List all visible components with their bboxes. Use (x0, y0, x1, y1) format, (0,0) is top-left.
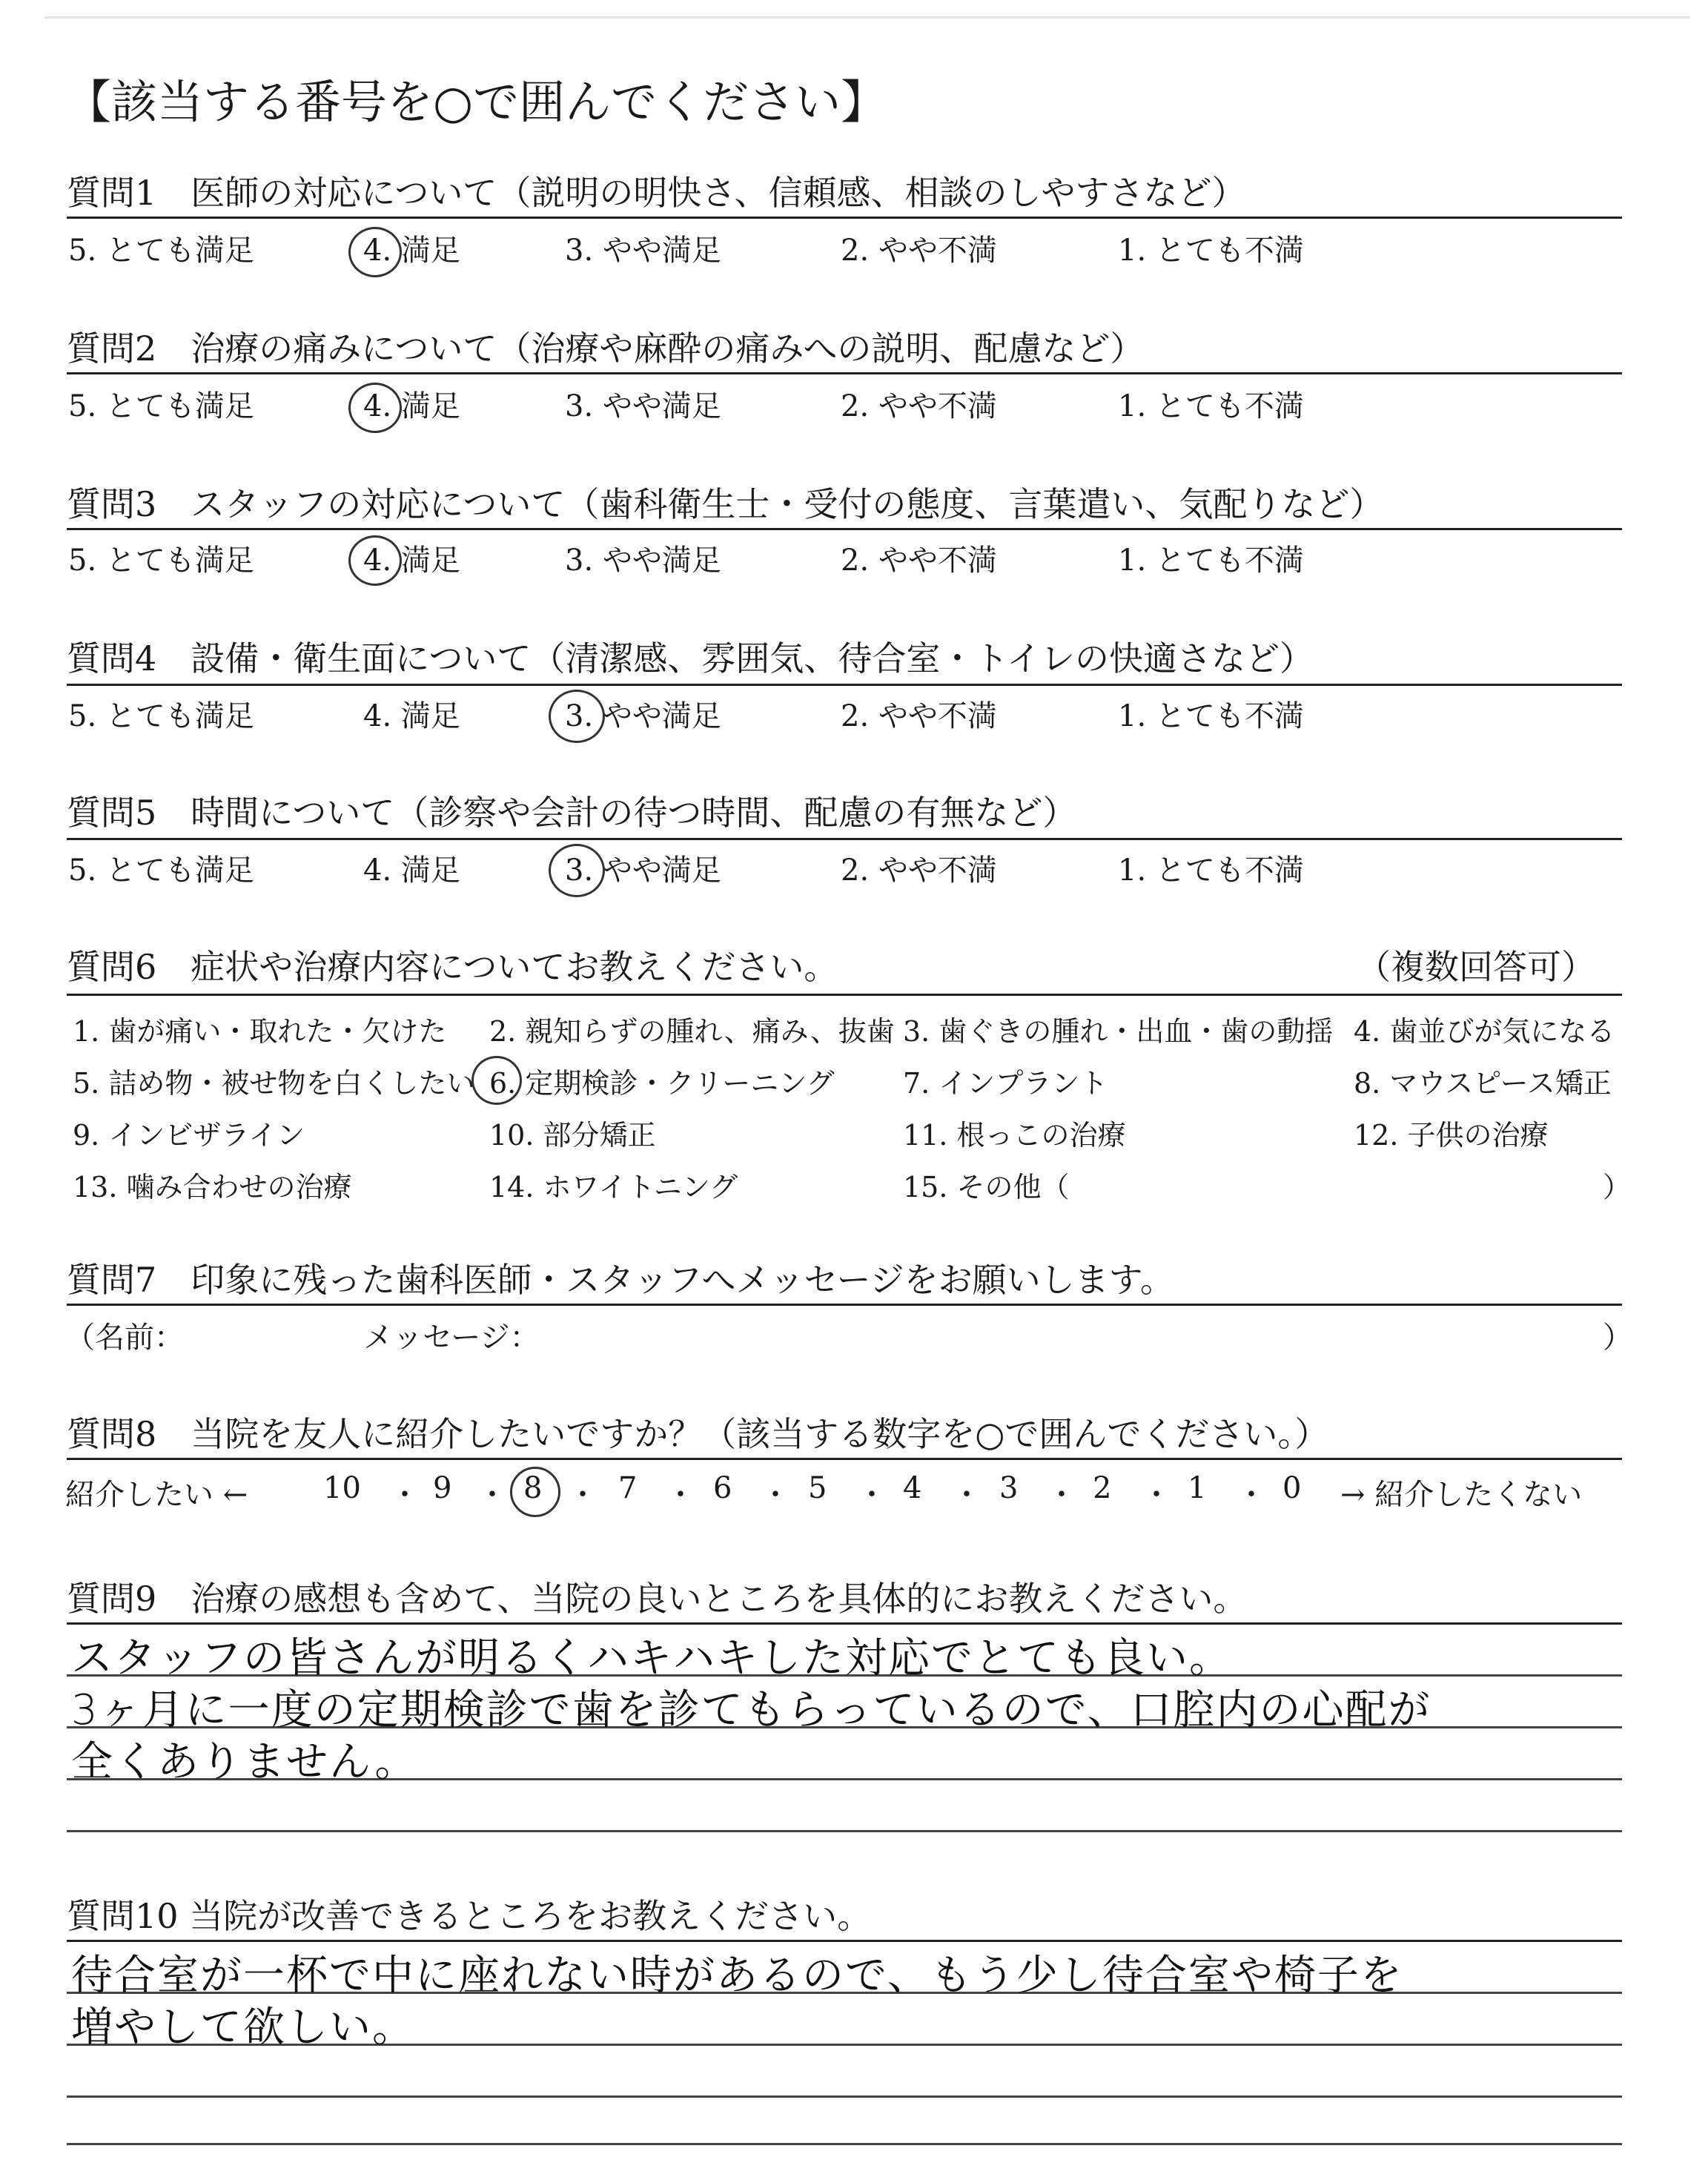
q6-item-4[interactable]: 4. 歯並びが気になる (1354, 1015, 1615, 1048)
q9-rule (67, 1622, 1622, 1625)
q4-option-5[interactable]: 5. とても満足 (68, 699, 254, 733)
q5-selection-circle (549, 844, 605, 897)
q6-item-15[interactable]: 15. その他（ (903, 1171, 1070, 1203)
q1-option-1[interactable]: 1. とても不満 (1118, 234, 1304, 268)
q7-title: 質問7 印象に残った歯科医師・スタッフへメッセージをお願いします。 (67, 1260, 1174, 1300)
q10-answer-line-4 (67, 2143, 1622, 2145)
q9-answer-text: スタッフの皆さんが明るくハキハキした対応でとても良い。 (71, 1634, 1232, 1682)
q10-rule (67, 1940, 1622, 1942)
q7-message-label: メッセージ： (363, 1321, 540, 1355)
q4-option-4[interactable]: 4. 満足 (363, 699, 460, 733)
q2-option-2[interactable]: 2. やや不満 (841, 389, 997, 423)
q6-item-8[interactable]: 8. マウスピース矯正 (1354, 1067, 1612, 1100)
q1-title: 質問1 医師の対応について（説明の明快さ、信頼感、相談のしやすさなど） (67, 173, 1246, 213)
q6-item-9[interactable]: 9. インビザライン (73, 1119, 305, 1152)
q9-answer-text: 全くありません。 (71, 1738, 418, 1786)
q5-rule (67, 838, 1622, 840)
q8-scale-1[interactable]: 1 (1188, 1471, 1207, 1505)
form-header: 【該当する番号を○で囲んでください】 (65, 75, 887, 129)
q2-rule (67, 372, 1622, 374)
q1-rule (67, 217, 1622, 219)
q8-scale-dot: ・ (952, 1478, 982, 1512)
q6-other-close-paren: ） (1603, 1171, 1632, 1203)
q8-scale-dot: ・ (568, 1478, 598, 1512)
q3-option-1[interactable]: 1. とても不満 (1118, 544, 1304, 578)
q3-option-5[interactable]: 5. とても満足 (68, 544, 254, 578)
q4-option-1[interactable]: 1. とても不満 (1118, 699, 1304, 733)
q1-option-3[interactable]: 3. やや満足 (565, 234, 721, 268)
q8-scale-dot: ・ (761, 1478, 790, 1512)
q3-title: 質問3 スタッフの対応について（歯科衛生士・受付の態度、言葉遣い、気配りなど） (67, 484, 1384, 524)
q8-scale-dot: ・ (857, 1478, 887, 1512)
q8-scale-3[interactable]: 3 (999, 1471, 1019, 1505)
q10-answer-line-3 (67, 2095, 1622, 2098)
q8-scale-6[interactable]: 6 (713, 1471, 732, 1505)
q8-scale-dot: ・ (1047, 1478, 1076, 1512)
q10-answer-text: 増やして欲しい。 (71, 2004, 415, 2052)
q4-selection-circle (549, 690, 605, 743)
q1-selection-circle (348, 227, 402, 277)
q5-option-1[interactable]: 1. とても不満 (1118, 853, 1304, 888)
q6-item-11[interactable]: 11. 根っこの治療 (903, 1119, 1126, 1152)
q8-scale-9[interactable]: 9 (433, 1471, 452, 1505)
top-border (44, 16, 1690, 19)
q6-item-5[interactable]: 5. 詰め物・被せ物を白くしたい (73, 1067, 475, 1100)
q8-scale-10[interactable]: 10 (323, 1471, 361, 1505)
q8-scale-8[interactable]: 8 (523, 1471, 543, 1505)
q7-close-paren: ） (1603, 1321, 1632, 1355)
q2-selection-circle (348, 383, 402, 433)
q9-answer-line-4 (67, 1830, 1622, 1832)
q1-option-5[interactable]: 5. とても満足 (68, 234, 254, 268)
q3-selection-circle (348, 535, 402, 586)
q6-item-2[interactable]: 2. 親知らずの腫れ、痛み、抜歯 (489, 1015, 895, 1048)
q6-multiple-answers-note: （複数回答可） (1357, 947, 1595, 987)
q3-option-3[interactable]: 3. やや満足 (565, 544, 721, 578)
q8-scale-0[interactable]: 0 (1282, 1471, 1302, 1505)
q1-option-2[interactable]: 2. やや不満 (841, 234, 997, 268)
q6-title: 質問6 症状や治療内容についてお教えください。 (67, 947, 838, 987)
q6-item-13[interactable]: 13. 噛み合わせの治療 (73, 1171, 352, 1203)
q8-scale-5[interactable]: 5 (808, 1471, 827, 1505)
q5-option-4[interactable]: 4. 満足 (363, 853, 460, 888)
q6-item-1[interactable]: 1. 歯が痛い・取れた・欠けた (73, 1015, 447, 1048)
q8-scale-4[interactable]: 4 (903, 1471, 922, 1505)
q8-scale-dot: ・ (666, 1478, 695, 1512)
q3-rule (67, 528, 1622, 530)
q4-option-2[interactable]: 2. やや不満 (841, 699, 997, 733)
q7-name-label: （名前： (65, 1321, 184, 1355)
q10-answer-text: 待合室が一杯で中に座れない時があるので、もう少し待合室や椅子を (71, 1952, 1403, 2000)
q4-option-3[interactable]: 3. やや満足 (565, 699, 721, 733)
q8-scale-dot: ・ (1237, 1478, 1266, 1512)
q1-option-4[interactable]: 4. 満足 (363, 234, 460, 268)
q8-scale-7[interactable]: 7 (618, 1471, 638, 1505)
q9-title: 質問9 治療の感想も含めて、当院の良いところを具体的にお教えください。 (67, 1579, 1248, 1619)
q6-rule (67, 994, 1622, 996)
q8-scale-2[interactable]: 2 (1093, 1471, 1112, 1505)
q5-title: 質問5 時間について（診察や会計の待つ時間、配慮の有無など） (67, 793, 1077, 833)
q8-scale-dot: ・ (477, 1478, 507, 1512)
q6-item-6[interactable]: 6. 定期検診・クリーニング (489, 1067, 835, 1100)
q8-selection-circle (510, 1467, 560, 1517)
q3-option-4[interactable]: 4. 満足 (363, 544, 460, 578)
q5-option-3[interactable]: 3. やや満足 (565, 853, 721, 888)
q6-item-10[interactable]: 10. 部分矯正 (489, 1119, 656, 1152)
q6-item-3[interactable]: 3. 歯ぐきの腫れ・出血・歯の動揺 (903, 1015, 1334, 1048)
q5-option-2[interactable]: 2. やや不満 (841, 853, 997, 888)
q2-option-5[interactable]: 5. とても満足 (68, 389, 254, 423)
q2-option-3[interactable]: 3. やや満足 (565, 389, 721, 423)
q6-item-12[interactable]: 12. 子供の治療 (1354, 1119, 1549, 1152)
q6-item-7[interactable]: 7. インプラント (903, 1067, 1108, 1100)
q8-scale-dot: ・ (390, 1478, 420, 1512)
q8-title: 質問8 当院を友人に紹介したいですか？（該当する数字を○で囲んでください。） (67, 1414, 1329, 1454)
q3-option-2[interactable]: 2. やや不満 (841, 544, 997, 578)
q10-title: 質問10 当院が改善できるところをお教えください。 (67, 1896, 872, 1936)
q4-rule (67, 684, 1622, 686)
q6-item-14[interactable]: 14. ホワイトニング (489, 1171, 738, 1203)
q2-option-1[interactable]: 1. とても不満 (1118, 389, 1304, 423)
q9-answer-text: 3ヶ月に一度の定期検診で歯を診てもらっているので、口腔内の心配が (71, 1686, 1431, 1734)
q6-selection-circle (471, 1056, 522, 1105)
q4-title: 質問4 設備・衛生面について（清潔感、雰囲気、待合室・トイレの快適さなど） (67, 638, 1314, 678)
q2-title: 質問2 治療の痛みについて（治療や麻酔の痛みへの説明、配慮など） (67, 328, 1145, 369)
q8-right-label: → 紹介したくない (1340, 1478, 1583, 1512)
q5-option-5[interactable]: 5. とても満足 (68, 853, 254, 888)
q8-scale-dot: ・ (1142, 1478, 1171, 1512)
q2-option-4[interactable]: 4. 満足 (363, 389, 460, 423)
q7-rule (67, 1304, 1622, 1306)
q8-rule (67, 1458, 1622, 1460)
q8-left-label: 紹介したい ← (65, 1478, 248, 1512)
